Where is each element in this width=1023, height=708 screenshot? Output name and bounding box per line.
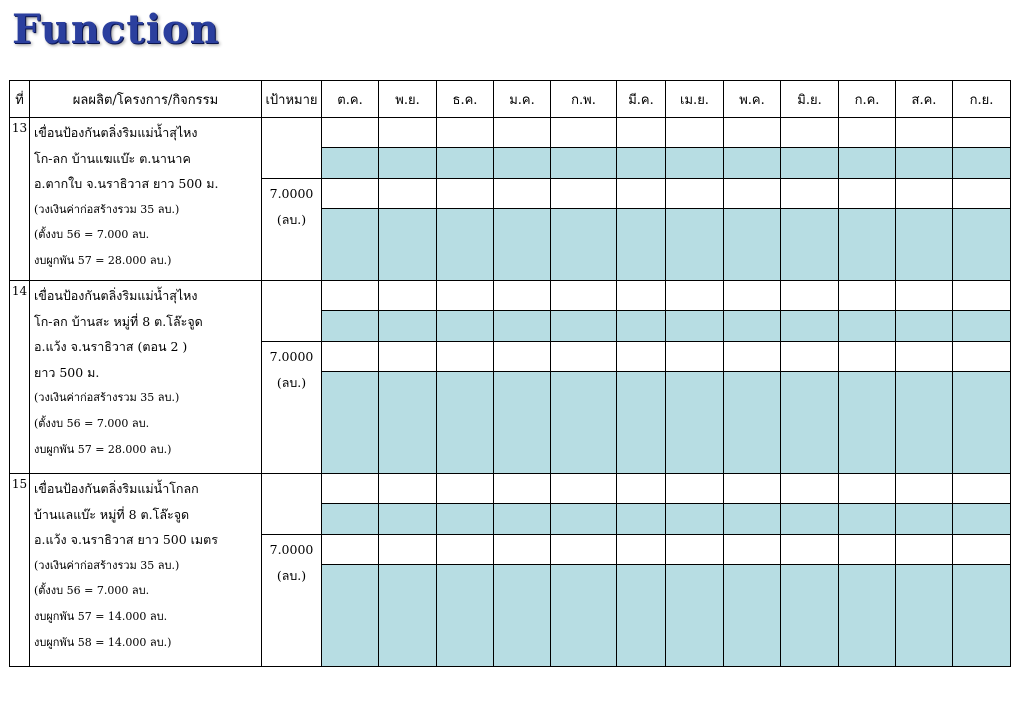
header-month: มี.ค. [617, 81, 666, 118]
month-cell [437, 179, 494, 209]
month-cell [322, 148, 379, 179]
schedule-table [9, 80, 1011, 667]
month-cell [896, 281, 953, 311]
table-row [10, 281, 1011, 311]
month-cell [953, 209, 1011, 281]
month-cell [551, 148, 617, 179]
month-cell [551, 372, 617, 474]
target-cell [262, 342, 322, 474]
month-cell [494, 474, 551, 504]
month-cell [839, 372, 896, 474]
month-cell [617, 118, 666, 148]
header-month: พ.ค. [724, 81, 781, 118]
month-cell [953, 179, 1011, 209]
month-cell [617, 372, 666, 474]
month-cell [437, 342, 494, 372]
month-cell [666, 311, 724, 342]
budget-line: (วงเงินค่าก่อสร้างรวม 35 ลบ.) [34, 558, 180, 572]
row-number: 15 [10, 474, 30, 667]
month-cell [494, 535, 551, 565]
month-cell [437, 281, 494, 311]
month-cell [781, 504, 839, 535]
target-unit: (ลบ.) [276, 375, 307, 390]
month-cell [617, 342, 666, 372]
month-cell [494, 118, 551, 148]
month-cell [551, 281, 617, 311]
month-cell [617, 179, 666, 209]
month-cell [379, 372, 437, 474]
project-description [30, 281, 262, 474]
month-cell [494, 148, 551, 179]
month-cell [724, 504, 781, 535]
month-cell [379, 504, 437, 535]
month-cell [839, 504, 896, 535]
budget-line: (ตั้งงบ 56 = 7.000 ลบ. [34, 584, 150, 598]
project-line: บ้านแลแบ๊ะ หมู่ที่ 8 ต.โล๊ะจูด [34, 506, 190, 522]
month-cell [724, 565, 781, 667]
month-cell [551, 311, 617, 342]
budget-line: (วงเงินค่าก่อสร้างรวม 35 ลบ.) [34, 202, 180, 216]
month-cell [437, 118, 494, 148]
project-line: โก-ลก บ้านสะ หมู่ที่ 8 ต.โล๊ะจูด [34, 313, 203, 329]
month-cell [551, 565, 617, 667]
month-cell [617, 311, 666, 342]
month-cell [896, 179, 953, 209]
month-cell [551, 504, 617, 535]
month-cell [953, 535, 1011, 565]
month-cell [322, 474, 379, 504]
budget-line: (ตั้งงบ 56 = 7.000 ลบ. [34, 228, 150, 242]
month-cell [953, 281, 1011, 311]
header-month: ก.ค. [839, 81, 896, 118]
month-cell [896, 148, 953, 179]
month-cell [896, 565, 953, 667]
month-cell [322, 209, 379, 281]
budget-line: งบผูกพัน 58 = 14.000 ลบ.) [34, 635, 172, 649]
month-cell [666, 342, 724, 372]
row-number: 13 [10, 118, 30, 281]
month-cell [379, 342, 437, 372]
month-cell [322, 372, 379, 474]
month-cell [379, 311, 437, 342]
month-cell [551, 535, 617, 565]
month-cell [617, 148, 666, 179]
month-cell [437, 565, 494, 667]
month-cell [494, 372, 551, 474]
month-cell [494, 565, 551, 667]
month-cell [494, 311, 551, 342]
target-cell [262, 179, 322, 281]
month-cell [953, 474, 1011, 504]
header-month: ส.ค. [896, 81, 953, 118]
month-cell [379, 209, 437, 281]
header-target: เป้าหมาย [262, 81, 322, 118]
project-line: เขื่อนป้องกันตลิ่งริมแม่น้ำโกลก [34, 481, 199, 496]
month-cell [781, 281, 839, 311]
month-cell [666, 535, 724, 565]
month-cell [724, 148, 781, 179]
month-cell [322, 565, 379, 667]
month-cell [379, 474, 437, 504]
month-cell [839, 311, 896, 342]
month-cell [953, 118, 1011, 148]
month-cell [379, 281, 437, 311]
month-cell [551, 179, 617, 209]
month-cell [781, 372, 839, 474]
project-description [30, 118, 262, 281]
month-cell [322, 342, 379, 372]
month-cell [724, 535, 781, 565]
month-cell [839, 148, 896, 179]
month-cell [379, 179, 437, 209]
month-cell [617, 474, 666, 504]
month-cell [896, 474, 953, 504]
month-cell [551, 118, 617, 148]
month-cell [953, 372, 1011, 474]
month-cell [617, 209, 666, 281]
month-cell [781, 179, 839, 209]
month-cell [839, 342, 896, 372]
month-cell [953, 148, 1011, 179]
project-description [30, 474, 262, 667]
month-cell [781, 311, 839, 342]
month-cell [322, 311, 379, 342]
month-cell [724, 372, 781, 474]
month-cell [666, 504, 724, 535]
month-cell [322, 281, 379, 311]
month-cell [437, 504, 494, 535]
project-line: เขื่อนป้องกันตลิ่งริมแม่น้ำสุไหง [34, 288, 198, 303]
table-row [10, 118, 1011, 148]
month-cell [437, 372, 494, 474]
project-line: อ.แว้ง จ.นราธิวาส ยาว 500 เมตร [34, 532, 218, 548]
month-cell [666, 209, 724, 281]
project-line: อ.แว้ง จ.นราธิวาส (ตอน 2 ) [34, 339, 188, 355]
budget-line: งบผูกพัน 57 = 14.000 ลบ. [34, 609, 168, 623]
target-cell [262, 535, 322, 667]
month-cell [896, 342, 953, 372]
header-month: ก.พ. [551, 81, 617, 118]
month-cell [953, 311, 1011, 342]
month-cell [839, 179, 896, 209]
project-line: โก-ลก บ้านแฆแบ๊ะ ต.นานาค [34, 150, 191, 166]
month-cell [724, 342, 781, 372]
header-item: ผลผลิต/โครงการ/กิจกรรม [30, 81, 262, 118]
month-cell [494, 179, 551, 209]
header-month: เม.ย. [666, 81, 724, 118]
header-month: พ.ย. [379, 81, 437, 118]
month-cell [839, 535, 896, 565]
month-cell [781, 535, 839, 565]
month-cell [437, 311, 494, 342]
target-empty-cell [262, 281, 322, 342]
target-unit: (ลบ.) [276, 568, 307, 583]
header-row [10, 81, 1011, 118]
month-cell [896, 372, 953, 474]
month-cell [839, 281, 896, 311]
month-cell [724, 118, 781, 148]
month-cell [551, 209, 617, 281]
table-row [10, 474, 1011, 504]
month-cell [617, 281, 666, 311]
header-no: ที่ [10, 81, 30, 118]
month-cell [781, 118, 839, 148]
month-cell [839, 474, 896, 504]
month-cell [896, 311, 953, 342]
month-cell [322, 535, 379, 565]
month-cell [494, 504, 551, 535]
target-unit: (ลบ.) [276, 212, 307, 227]
month-cell [896, 118, 953, 148]
month-cell [724, 209, 781, 281]
month-cell [666, 179, 724, 209]
month-cell [437, 148, 494, 179]
month-cell [953, 504, 1011, 535]
month-cell [724, 474, 781, 504]
month-cell [666, 281, 724, 311]
month-cell [896, 504, 953, 535]
month-cell [551, 342, 617, 372]
month-cell [437, 209, 494, 281]
month-cell [666, 118, 724, 148]
month-cell [839, 209, 896, 281]
month-cell [953, 342, 1011, 372]
month-cell [724, 311, 781, 342]
month-cell [781, 209, 839, 281]
page-title: Function [12, 6, 220, 53]
month-cell [781, 565, 839, 667]
month-cell [437, 535, 494, 565]
month-cell [724, 179, 781, 209]
month-cell [617, 565, 666, 667]
month-cell [437, 474, 494, 504]
month-cell [494, 342, 551, 372]
header-month: ธ.ค. [437, 81, 494, 118]
month-cell [379, 535, 437, 565]
budget-line: งบผูกพัน 57 = 28.000 ลบ.) [34, 253, 172, 267]
month-cell [781, 342, 839, 372]
budget-line: (ตั้งงบ 56 = 7.000 ลบ. [34, 416, 150, 430]
month-cell [322, 118, 379, 148]
month-cell [896, 535, 953, 565]
target-value: 7.0000 [269, 349, 314, 364]
target-empty-cell [262, 118, 322, 179]
target-empty-cell [262, 474, 322, 535]
header-month: ก.ย. [953, 81, 1011, 118]
month-cell [839, 118, 896, 148]
month-cell [666, 474, 724, 504]
header-month: มิ.ย. [781, 81, 839, 118]
month-cell [666, 372, 724, 474]
month-cell [379, 565, 437, 667]
month-cell [896, 209, 953, 281]
project-line: ยาว 500 ม. [34, 364, 100, 380]
project-line: อ.ตากใบ จ.นราธิวาส ยาว 500 ม. [34, 176, 219, 192]
header-month: ต.ค. [322, 81, 379, 118]
month-cell [379, 148, 437, 179]
project-line: เขื่อนป้องกันตลิ่งริมแม่น้ำสุไหง [34, 125, 198, 140]
header-month: ม.ค. [494, 81, 551, 118]
month-cell [666, 148, 724, 179]
month-cell [617, 504, 666, 535]
month-cell [551, 474, 617, 504]
budget-line: งบผูกพัน 57 = 28.000 ลบ.) [34, 442, 172, 456]
month-cell [494, 281, 551, 311]
month-cell [322, 179, 379, 209]
month-cell [781, 474, 839, 504]
month-cell [322, 504, 379, 535]
row-number: 14 [10, 281, 30, 474]
month-cell [724, 281, 781, 311]
month-cell [666, 565, 724, 667]
month-cell [494, 209, 551, 281]
month-cell [379, 118, 437, 148]
target-value: 7.0000 [269, 542, 314, 557]
month-cell [781, 148, 839, 179]
month-cell [617, 535, 666, 565]
month-cell [839, 565, 896, 667]
budget-line: (วงเงินค่าก่อสร้างรวม 35 ลบ.) [34, 391, 180, 405]
target-value: 7.0000 [269, 186, 314, 201]
month-cell [953, 565, 1011, 667]
